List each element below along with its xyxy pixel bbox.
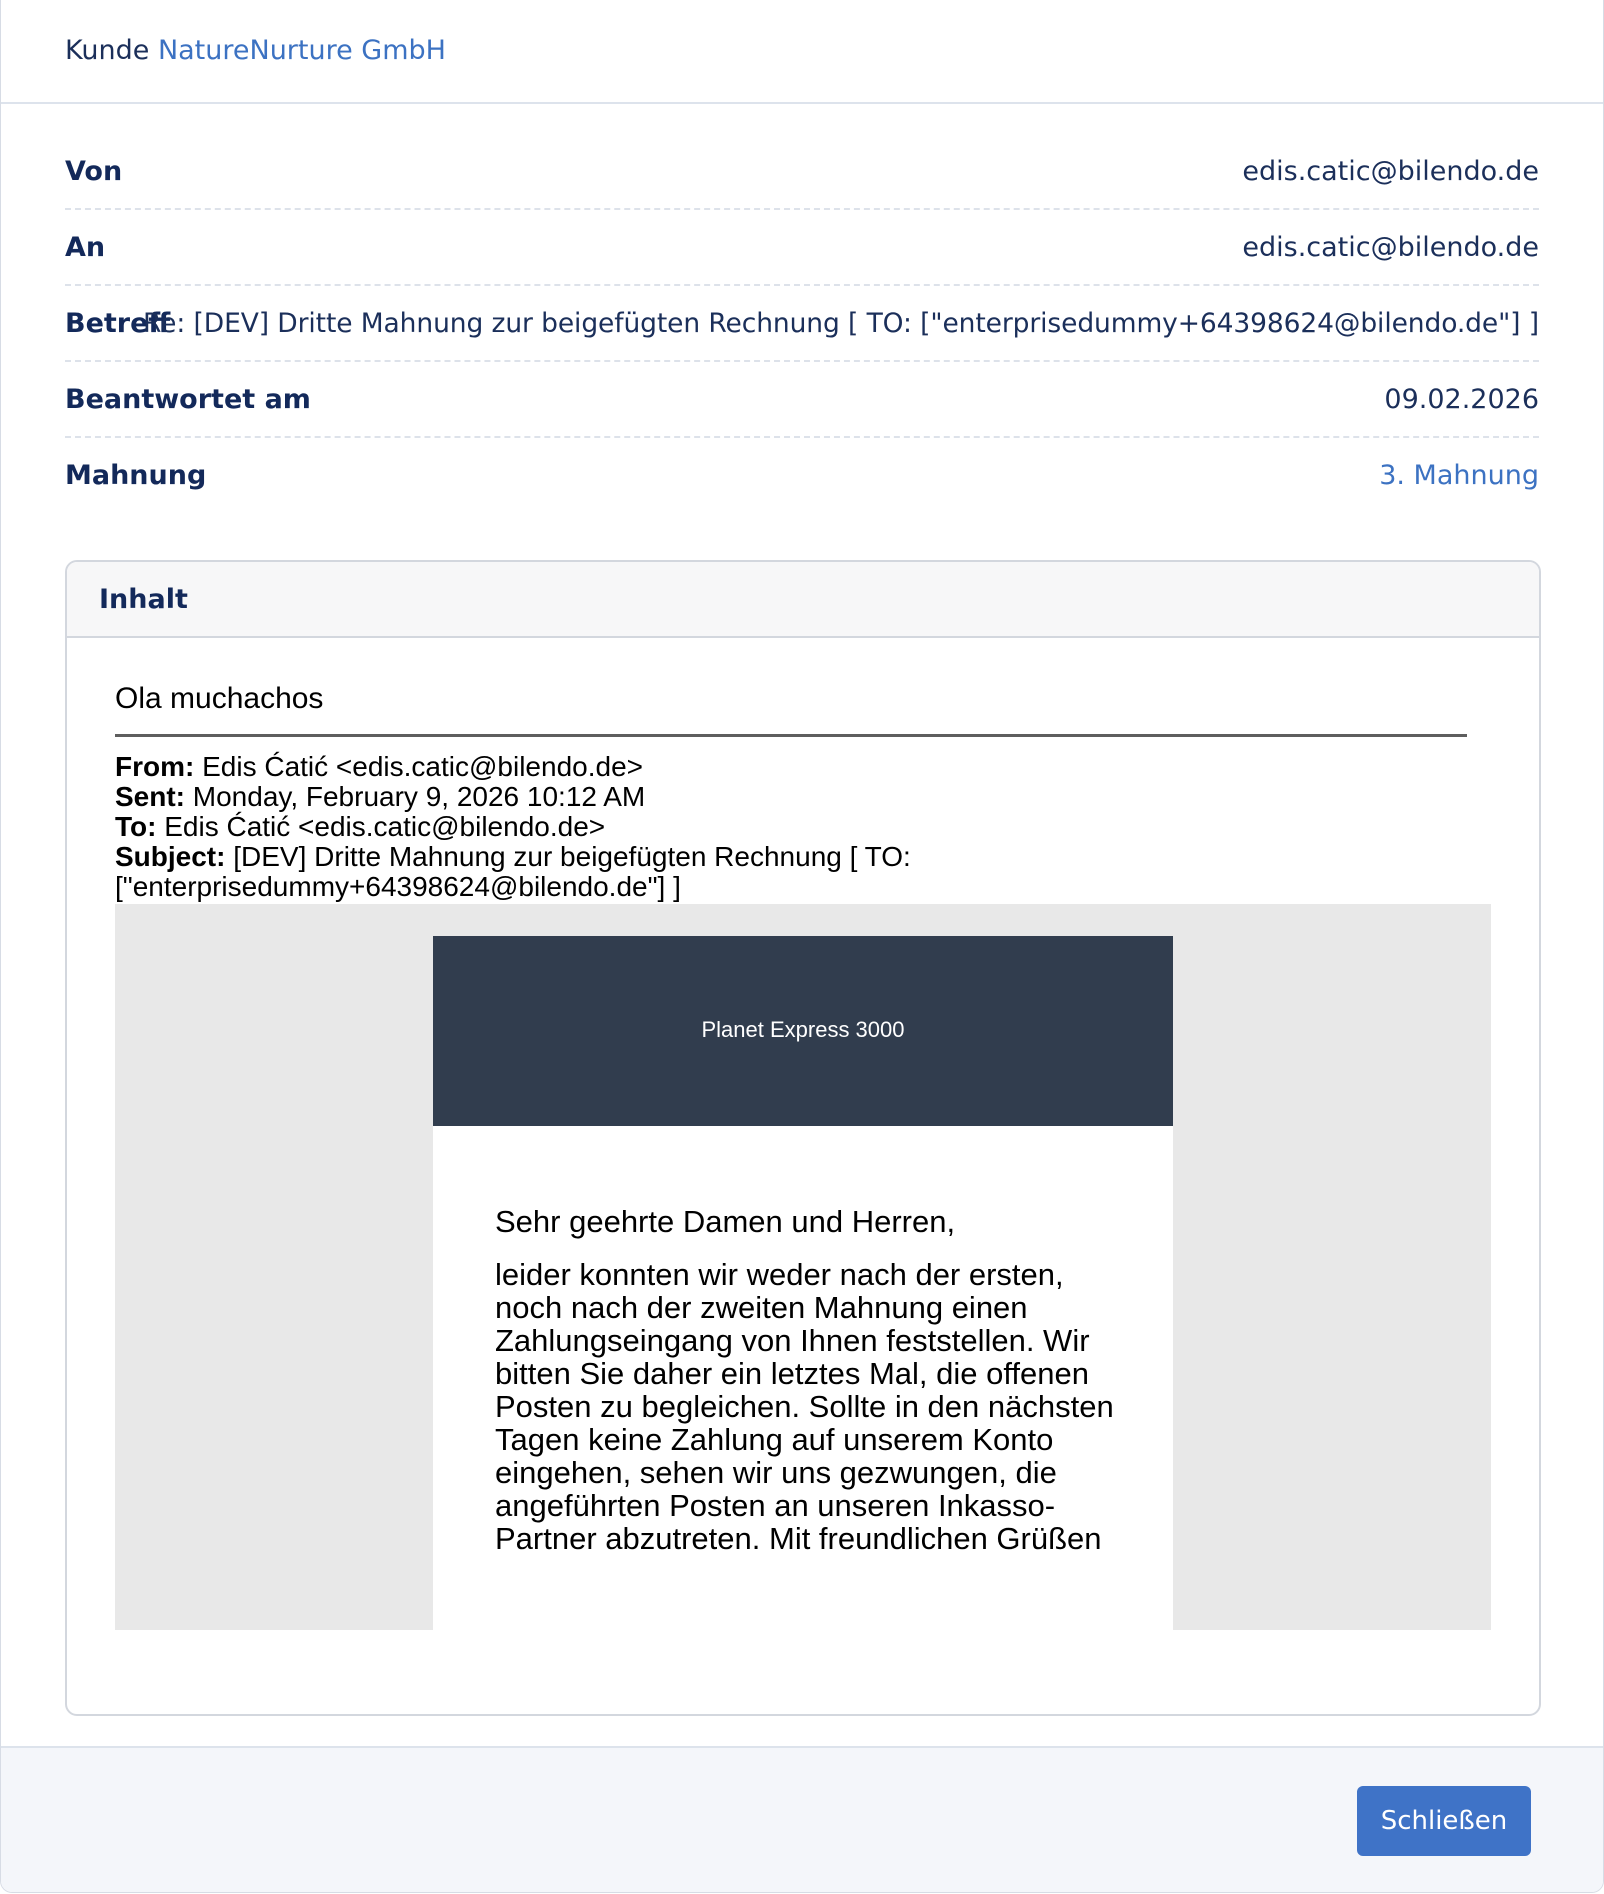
- quote-divider: [115, 734, 1467, 737]
- quoted-to: [115, 812, 1015, 842]
- quoted-from-value: Edis Ćatić <edis.catic@bilendo.de>: [202, 751, 643, 782]
- content-card: [65, 560, 1541, 1716]
- dunning-link[interactable]: 3. Mahnung: [1379, 460, 1539, 491]
- detail-value-answered-at: 09.02.2026: [1384, 384, 1539, 415]
- quoted-subject: [115, 842, 1015, 902]
- email-body: [67, 638, 1539, 1714]
- quoted-to-label: To:: [115, 811, 157, 842]
- detail-value-subject: Re: [DEV] Dritte Mahnung zur beigefügten Rechnung [ TO: ["enterprisedummy+64398624@bilendo.de"] ]: [143, 308, 1539, 339]
- content-card-header: [67, 562, 1539, 638]
- quoted-subject-label: Subject:: [115, 841, 226, 872]
- newsletter-salutation: Sehr geehrte Damen und Herren,: [495, 1204, 956, 1239]
- content-card-title: Inhalt: [99, 584, 188, 615]
- newsletter-text: leider konnten wir weder nach der ersten, noch nach der zweiten Mahnung einen Zahlungseingang von Ihnen feststellen. Wir bitten Sie daher ein letztes Mal, die offenen Posten zu begleichen. Sollte in den nächsten Tagen keine Zahlung auf unserem Konto eingehen, sehen wir uns gezwungen, die angeführten Posten an unseren Inkasso-Partner abzutreten. Mit freundlichen Grüßen: [495, 1257, 1114, 1556]
- detail-label-subject: Betreff: [65, 308, 171, 339]
- detail-row-to: [65, 210, 1539, 286]
- quoted-from: [115, 752, 1015, 782]
- quoted-sent-label: Sent:: [115, 781, 185, 812]
- detail-label-dunning: Mahnung: [65, 460, 207, 491]
- email-greeting: Ola muchachos: [115, 682, 324, 715]
- detail-row-from: [65, 134, 1539, 210]
- modal-title: [65, 32, 446, 70]
- modal-header: [1, 0, 1603, 104]
- detail-row-subject: [65, 286, 1539, 362]
- close-button[interactable]: Schließen: [1357, 1786, 1531, 1856]
- modal-footer: [1, 1746, 1603, 1892]
- detail-value-to: edis.catic@bilendo.de: [1242, 232, 1539, 263]
- quoted-to-value: Edis Ćatić <edis.catic@bilendo.de>: [164, 811, 606, 842]
- quoted-sent: [115, 782, 1015, 812]
- detail-row-answered-at: [65, 362, 1539, 438]
- customer-link[interactable]: NatureNurture GmbH: [157, 35, 446, 66]
- newsletter-body: [433, 1126, 1173, 1630]
- email-details: [65, 134, 1539, 514]
- quoted-header: [115, 752, 1015, 902]
- detail-label-from: Von: [65, 156, 123, 187]
- newsletter-banner: [433, 936, 1173, 1126]
- quoted-subject-value: [DEV] Dritte Mahnung zur beigefügten Rechnung [ TO: ["enterprisedummy+64398624@bilendo.de"] ]: [115, 841, 911, 902]
- quoted-newsletter: [115, 904, 1491, 1630]
- newsletter-banner-title: Planet Express 3000: [701, 1017, 905, 1042]
- modal-title-prefix: Kunde: [65, 35, 150, 66]
- detail-row-dunning: [65, 438, 1539, 514]
- quoted-from-label: From:: [115, 751, 195, 782]
- quoted-sent-value: Monday, February 9, 2026 10:12 AM: [192, 781, 646, 812]
- detail-label-answered-at: Beantwortet am: [65, 384, 311, 415]
- detail-value-from: edis.catic@bilendo.de: [1242, 156, 1539, 187]
- detail-label-to: An: [65, 232, 106, 263]
